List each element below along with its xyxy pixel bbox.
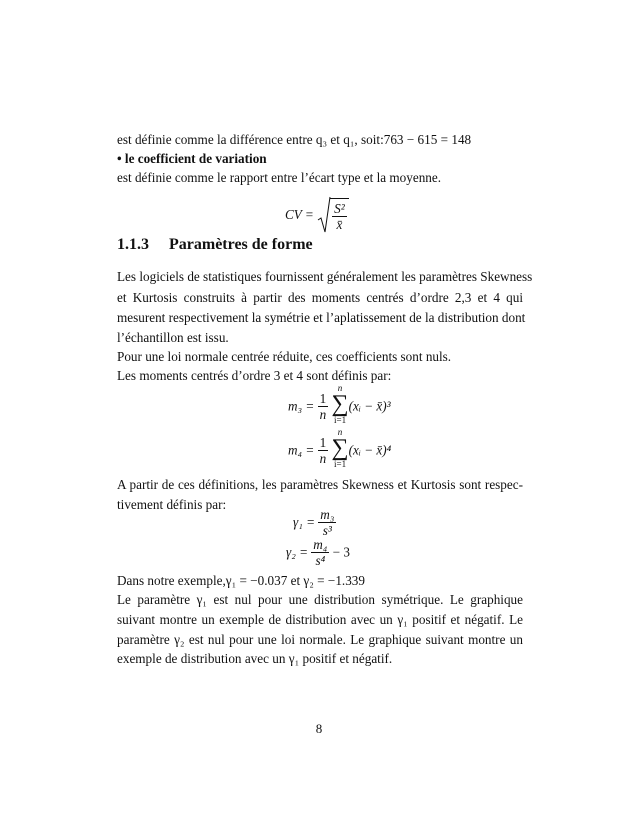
- gamma1-num: m₃: [320, 507, 335, 522]
- m4-sum-top: n: [337, 427, 343, 437]
- gamma2-num: m₄: [313, 537, 328, 552]
- cv-formula: [285, 196, 349, 234]
- gamma1-lhs: γ₁ =: [293, 514, 315, 530]
- m3-formula: [288, 383, 391, 427]
- paragraph1-line-5: Pour une loi normale centrée réduite, ces coefficients sont nuls.: [117, 349, 452, 364]
- m4-sum: [332, 428, 349, 469]
- m3-sum-top: n: [337, 383, 343, 393]
- paragraph1-line-6: Les moments centrés d’ordre 3 et 4 sont définis par:: [117, 368, 392, 383]
- paragraph1-line-1: Les logiciels de statistiques fournissent généralement les paramètres Skewness: [117, 269, 533, 284]
- m3-lhs: m₃ =: [288, 398, 315, 414]
- m4-frac-den: n: [319, 451, 327, 466]
- sqrt-sign: [317, 196, 331, 234]
- paragraph2-line-1: A partir de ces définitions, les paramètres Skewness et Kurtosis sont respec-: [117, 477, 523, 492]
- gamma2-tail: − 3: [332, 544, 351, 560]
- section-number: 1.1.3: [117, 236, 149, 253]
- m4-sum-bottom: i=1: [334, 459, 347, 469]
- page-number: 8: [315, 721, 323, 736]
- paragraph3-line-1: Dans notre exemple,γ₁ = −0.037 et γ₂ = −1.339: [117, 573, 365, 588]
- sigma-icon: ∑: [331, 435, 349, 461]
- gamma2-lhs: γ₂ =: [286, 544, 308, 560]
- paragraph1-line-2: et Kurtosis construits à partir des moments centrés d’ordre 2,3 et 4 qui: [117, 290, 523, 305]
- intro-line-3: est définie comme le rapport entre l’écart type et la moyenne.: [117, 170, 442, 185]
- bullet-coefficient-variation: • le coefficient de variation: [117, 151, 267, 166]
- section-title: Paramètres de forme: [169, 236, 313, 253]
- sigma-icon: ∑: [331, 391, 349, 417]
- paragraph3-line-2: Le paramètre γ₁ est nul pour une distribution symétrique. Le graphique: [117, 592, 523, 607]
- m4-formula: [288, 427, 392, 471]
- paragraph1-line-4: l’échantillon est issu.: [117, 330, 229, 345]
- paragraph1-line-3: mesurent respectivement la symétrie et l’aplatissement de la distribution dont: [117, 310, 526, 325]
- paragraph3-line-5: exemple de distribution avec un γ₁ positif et négatif.: [117, 651, 393, 666]
- m3-sum-bottom: i=1: [334, 415, 347, 425]
- m3-body: (xᵢ − x̄)³: [348, 398, 391, 414]
- m4-frac-num: 1: [319, 435, 327, 450]
- m3-sum: [332, 384, 349, 425]
- intro-line-1: est définie comme la différence entre q₃ et q₁, soit:763 − 615 = 148: [117, 132, 472, 147]
- paragraph3-line-3: suivant montre un exemple de distribution avec un γ₁ positif et négatif. Le: [117, 612, 523, 627]
- m3-frac-den: n: [319, 407, 327, 422]
- m4-body: (xᵢ − x̄)⁴: [348, 442, 392, 458]
- cv-numerator: S²: [334, 201, 345, 216]
- section-heading: [117, 236, 313, 254]
- gamma2-formula: [286, 537, 350, 568]
- gamma1-formula: [293, 507, 336, 538]
- cv-denominator: x̄: [336, 217, 343, 232]
- paragraph3-line-4: paramètre γ₂ est nul pour une loi normale. Le graphique suivant montre un: [117, 632, 523, 647]
- m3-frac-num: 1: [319, 391, 327, 406]
- gamma1-den: s³: [322, 523, 332, 538]
- cv-lhs: CV =: [285, 207, 314, 222]
- m4-lhs: m₄ =: [288, 442, 315, 458]
- gamma2-den: s⁴: [315, 553, 326, 568]
- paragraph2-line-2: tivement définis par:: [117, 497, 227, 512]
